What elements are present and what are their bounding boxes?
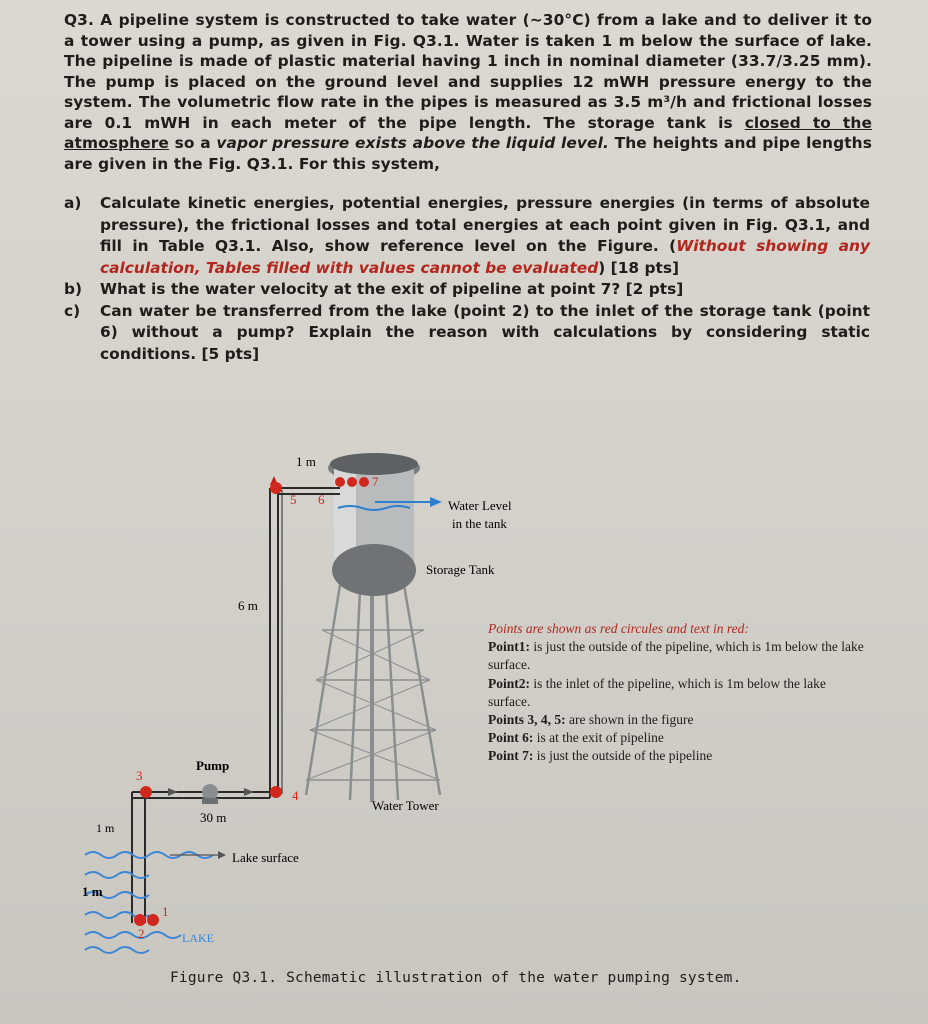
point-3-label: 3 bbox=[136, 768, 143, 783]
point-4-marker bbox=[270, 786, 282, 798]
label-lake: LAKE bbox=[182, 931, 214, 945]
point-7b-marker bbox=[359, 477, 369, 487]
point-1-label: 1 bbox=[162, 904, 169, 919]
question-text-1: A pipeline system is constructed to take water (~30°C) from a lake and to deliver it to a tower using a pump, as given in Fig. Q3.1. Water is taken 1 m below the surface of lake. The pipeline is made of plastic material having 1 inch in nominal diameter (33.7/3.25 mm). The pump is placed on the ground level and supplies 12 mWH pressure energy to the system. The volumetric flow rate in the pipes is measured as 3.5 m³/h and frictional losses are 0.1 mWH in each meter of the pipe length. The storage tank is bbox=[64, 11, 872, 132]
part-label: a) bbox=[64, 194, 82, 212]
pump-icon bbox=[168, 784, 254, 804]
label-top-1m: 1 m bbox=[296, 454, 316, 469]
part-a-tail: ) [18 pts] bbox=[598, 258, 680, 277]
question-text-2: so a bbox=[168, 134, 217, 152]
label-left-1m-b: 1 m bbox=[82, 884, 103, 899]
legend-p6-label: Point 6: bbox=[488, 730, 534, 746]
point-5-marker bbox=[270, 482, 282, 494]
label-pump: Pump bbox=[196, 758, 230, 773]
legend-p1-label: Point1: bbox=[488, 639, 530, 655]
label-lake-surface: Lake surface bbox=[232, 850, 299, 865]
water-level-arrowhead bbox=[430, 497, 442, 507]
point-7-marker bbox=[347, 477, 357, 487]
legend-title: Points are shown as red circules and text in red: bbox=[488, 621, 749, 636]
figure-caption: Figure Q3.1. Schematic illustration of the water pumping system. bbox=[170, 970, 742, 986]
label-left-1m-a: 1 m bbox=[96, 821, 115, 835]
part-a bbox=[64, 193, 870, 279]
lake-surface-arrowhead bbox=[218, 851, 226, 859]
legend-p7-label: Point 7: bbox=[488, 748, 534, 764]
point-2-label: 2 bbox=[138, 926, 145, 941]
point-3-marker bbox=[140, 786, 152, 798]
legend-p2-label: Point2: bbox=[488, 675, 530, 691]
question-text-italic: vapor pressure exists above the liquid level. bbox=[216, 134, 609, 152]
legend-p6-text: is at the exit of pipeline bbox=[533, 730, 664, 746]
label-water-level-2: in the tank bbox=[452, 516, 507, 531]
legend-p2-text: is the inlet of the pipeline, which is 1m below the lake surface. bbox=[488, 675, 826, 709]
point-1-marker bbox=[147, 914, 159, 926]
label-water-tower: Water Tower bbox=[372, 798, 439, 813]
label-storage-tank: Storage Tank bbox=[426, 562, 495, 577]
point-4-label: 4 bbox=[292, 788, 299, 803]
part-a-red-note: Without showing any calculation, Tables filled with values cannot be evaluated bbox=[100, 237, 871, 277]
part-c-text: Can water be transferred from the lake (point 2) to the inlet of the storage tank (point 6) without a pump? Explain the reason with calculations by considering static conditions. [5 pts] bbox=[100, 301, 870, 363]
question-text-3: The heights and pipe lengths are given in the Fig. Q3.1. For this system, bbox=[64, 134, 872, 173]
part-b-text: What is the water velocity at the exit of pipeline at point 7? [2 pts] bbox=[100, 280, 684, 298]
legend-p7-text: is just the outside of the pipeline bbox=[533, 748, 713, 764]
question-number: Q3. bbox=[64, 11, 94, 29]
label-water-level-1: Water Level bbox=[448, 498, 512, 513]
label-6m: 6 m bbox=[238, 598, 258, 613]
legend-p345-label: Points 3, 4, 5: bbox=[488, 712, 566, 728]
part-c bbox=[64, 301, 870, 366]
question-text-underlined: closed to the atmosphere bbox=[64, 113, 872, 152]
part-a-text: Calculate kinetic energies, potential energies, pressure energies (in terms of absolute pressure), the frictional losses and total energies at each point given in Fig. Q3.1, and fill in Table Q3.1. Also, show reference level on the Figure. ( bbox=[100, 194, 870, 255]
point-6-marker bbox=[335, 477, 345, 487]
water-tower bbox=[306, 585, 440, 802]
question-intro bbox=[64, 10, 872, 174]
point-2-marker bbox=[134, 914, 146, 926]
legend-p1-text: is just the outside of the pipeline, which is 1m below the lake surface. bbox=[488, 639, 864, 673]
part-label: b) bbox=[64, 280, 83, 298]
question-parts bbox=[64, 193, 870, 365]
point-5-label: 5 bbox=[290, 492, 297, 507]
part-b bbox=[64, 279, 870, 301]
label-30m: 30 m bbox=[200, 810, 227, 825]
legend-p345-text: are shown in the figure bbox=[565, 712, 694, 728]
point-6-label: 6 bbox=[318, 492, 325, 507]
point-7-label: 7 bbox=[372, 474, 379, 489]
part-label: c) bbox=[64, 301, 81, 320]
points-legend bbox=[488, 620, 868, 766]
